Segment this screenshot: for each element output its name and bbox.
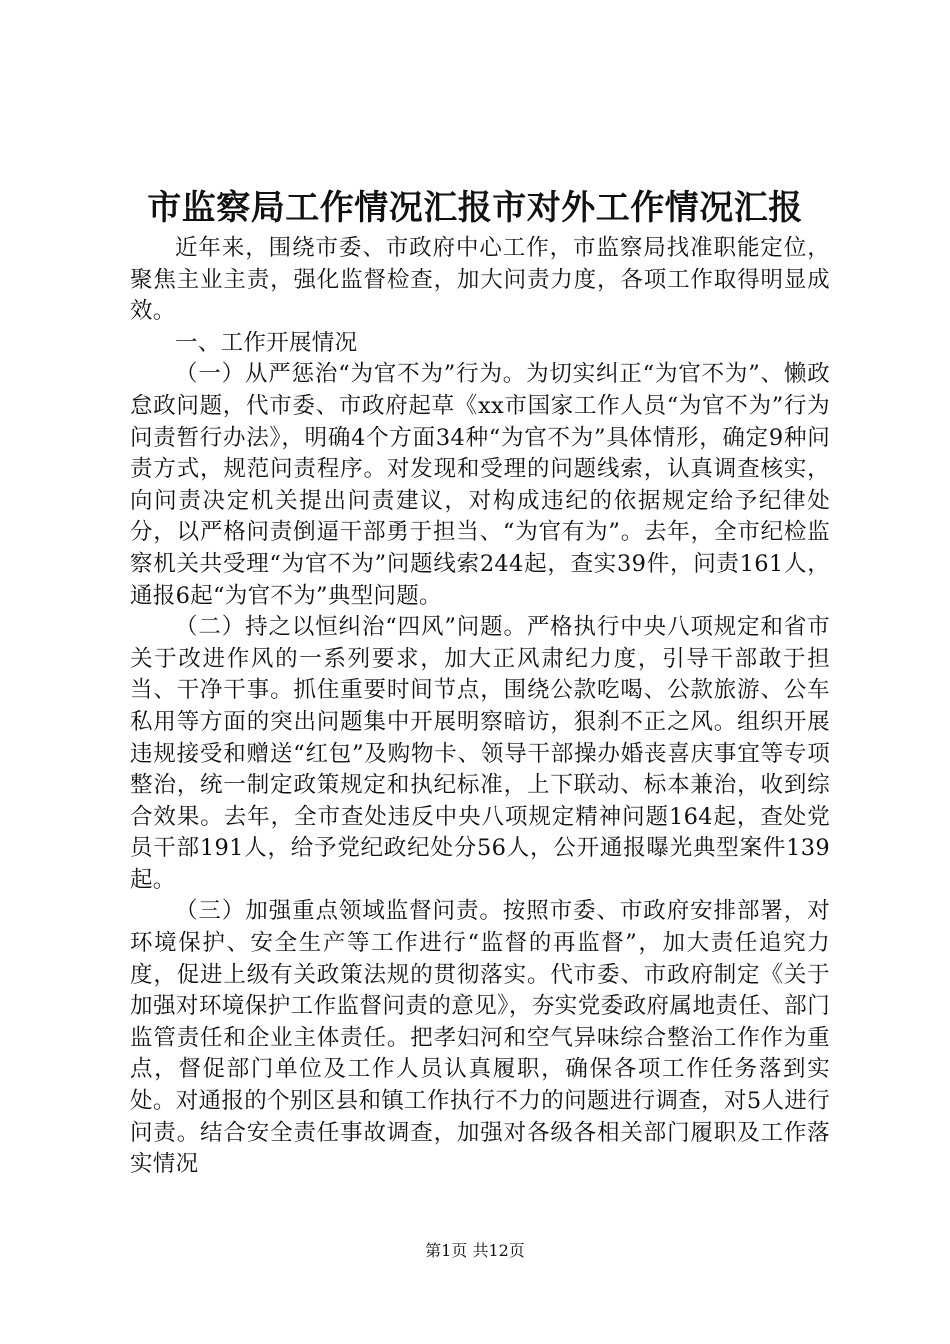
paragraph-item-3: （三）加强重点领域监督问责。按照市委、市政府安排部署，对环境保护、安全生产等工作进行“监督的再监督”，加大责任追究力度，促进上级有关政策法规的贯彻落实。代市委、市政府制定《关于加强对环境保护工作监督问责的意见》，夯实党委政府属地责任、部门监管责任和企业主体责任。把孝妇河和空气异味综合整治工作作为重点，督促部门单位及工作人员认真履职，确保各项工作任务落到实处。对通报的个别区县和镇工作执行不力的问题进行调查，对5人进行问责。结合安全责任事故调查，加强对各级各相关部门履职及工作落实情况 (130, 898, 830, 1178)
document-body (130, 233, 830, 1181)
intro-paragraph: 近年来，围绕市委、市政府中心工作，市监察局找准职能定位，聚焦主业主责，强化监督检查，加大问责力度，各项工作取得明显成效。 (130, 235, 830, 325)
paragraph-item-1: （一）从严惩治“为官不为”行为。为切实纠正“为官不为”、懒政怠政问题，代市委、市政府起草《xx市国家工作人员“为官不为”行为问责暂行办法》，明确4个方面34种“为官不为”具体情形，确定9种问责方式，规范问责程序。对发现和受理的问题线索，认真调查核实，向问责决定机关提出问责建议，对构成违纪的依据规定给予纪律处分，以严格问责倒逼干部勇于担当、“为官有为”。去年，全市纪检监察机关共受理“为官不为”问题线索244起，查实39件，问责161人，通报6起“为官不为”典型问题。 (130, 361, 830, 609)
paragraph-item-2: （二）持之以恒纠治“四风”问题。严格执行中央八项规定和省市关于改进作风的一系列要求，加大正风肃纪力度，引导干部敢于担当、干净干事。抓住重要时间节点，围绕公款吃喝、公款旅游、公车私用等方面的突出问题集中开展明察暗访，狠刹不正之风。组织开展违规接受和赠送“红包”及购物卡、领导干部操办婚丧喜庆事宜等专项整治，统一制定政策规定和执纪标准，上下联动、标本兼治，收到综合效果。去年，全市查处违反中央八项规定精神问题164起，查处党员干部191人，给予党纪政纪处分56人，公开通报曝光典型案件139起。 (130, 614, 830, 893)
section-heading: 一、工作开展情况 (175, 329, 358, 356)
document-title: 市监察局工作情况汇报市对外工作情况汇报 (147, 188, 803, 228)
page-number: 第1页 共12页 (425, 1241, 525, 1260)
